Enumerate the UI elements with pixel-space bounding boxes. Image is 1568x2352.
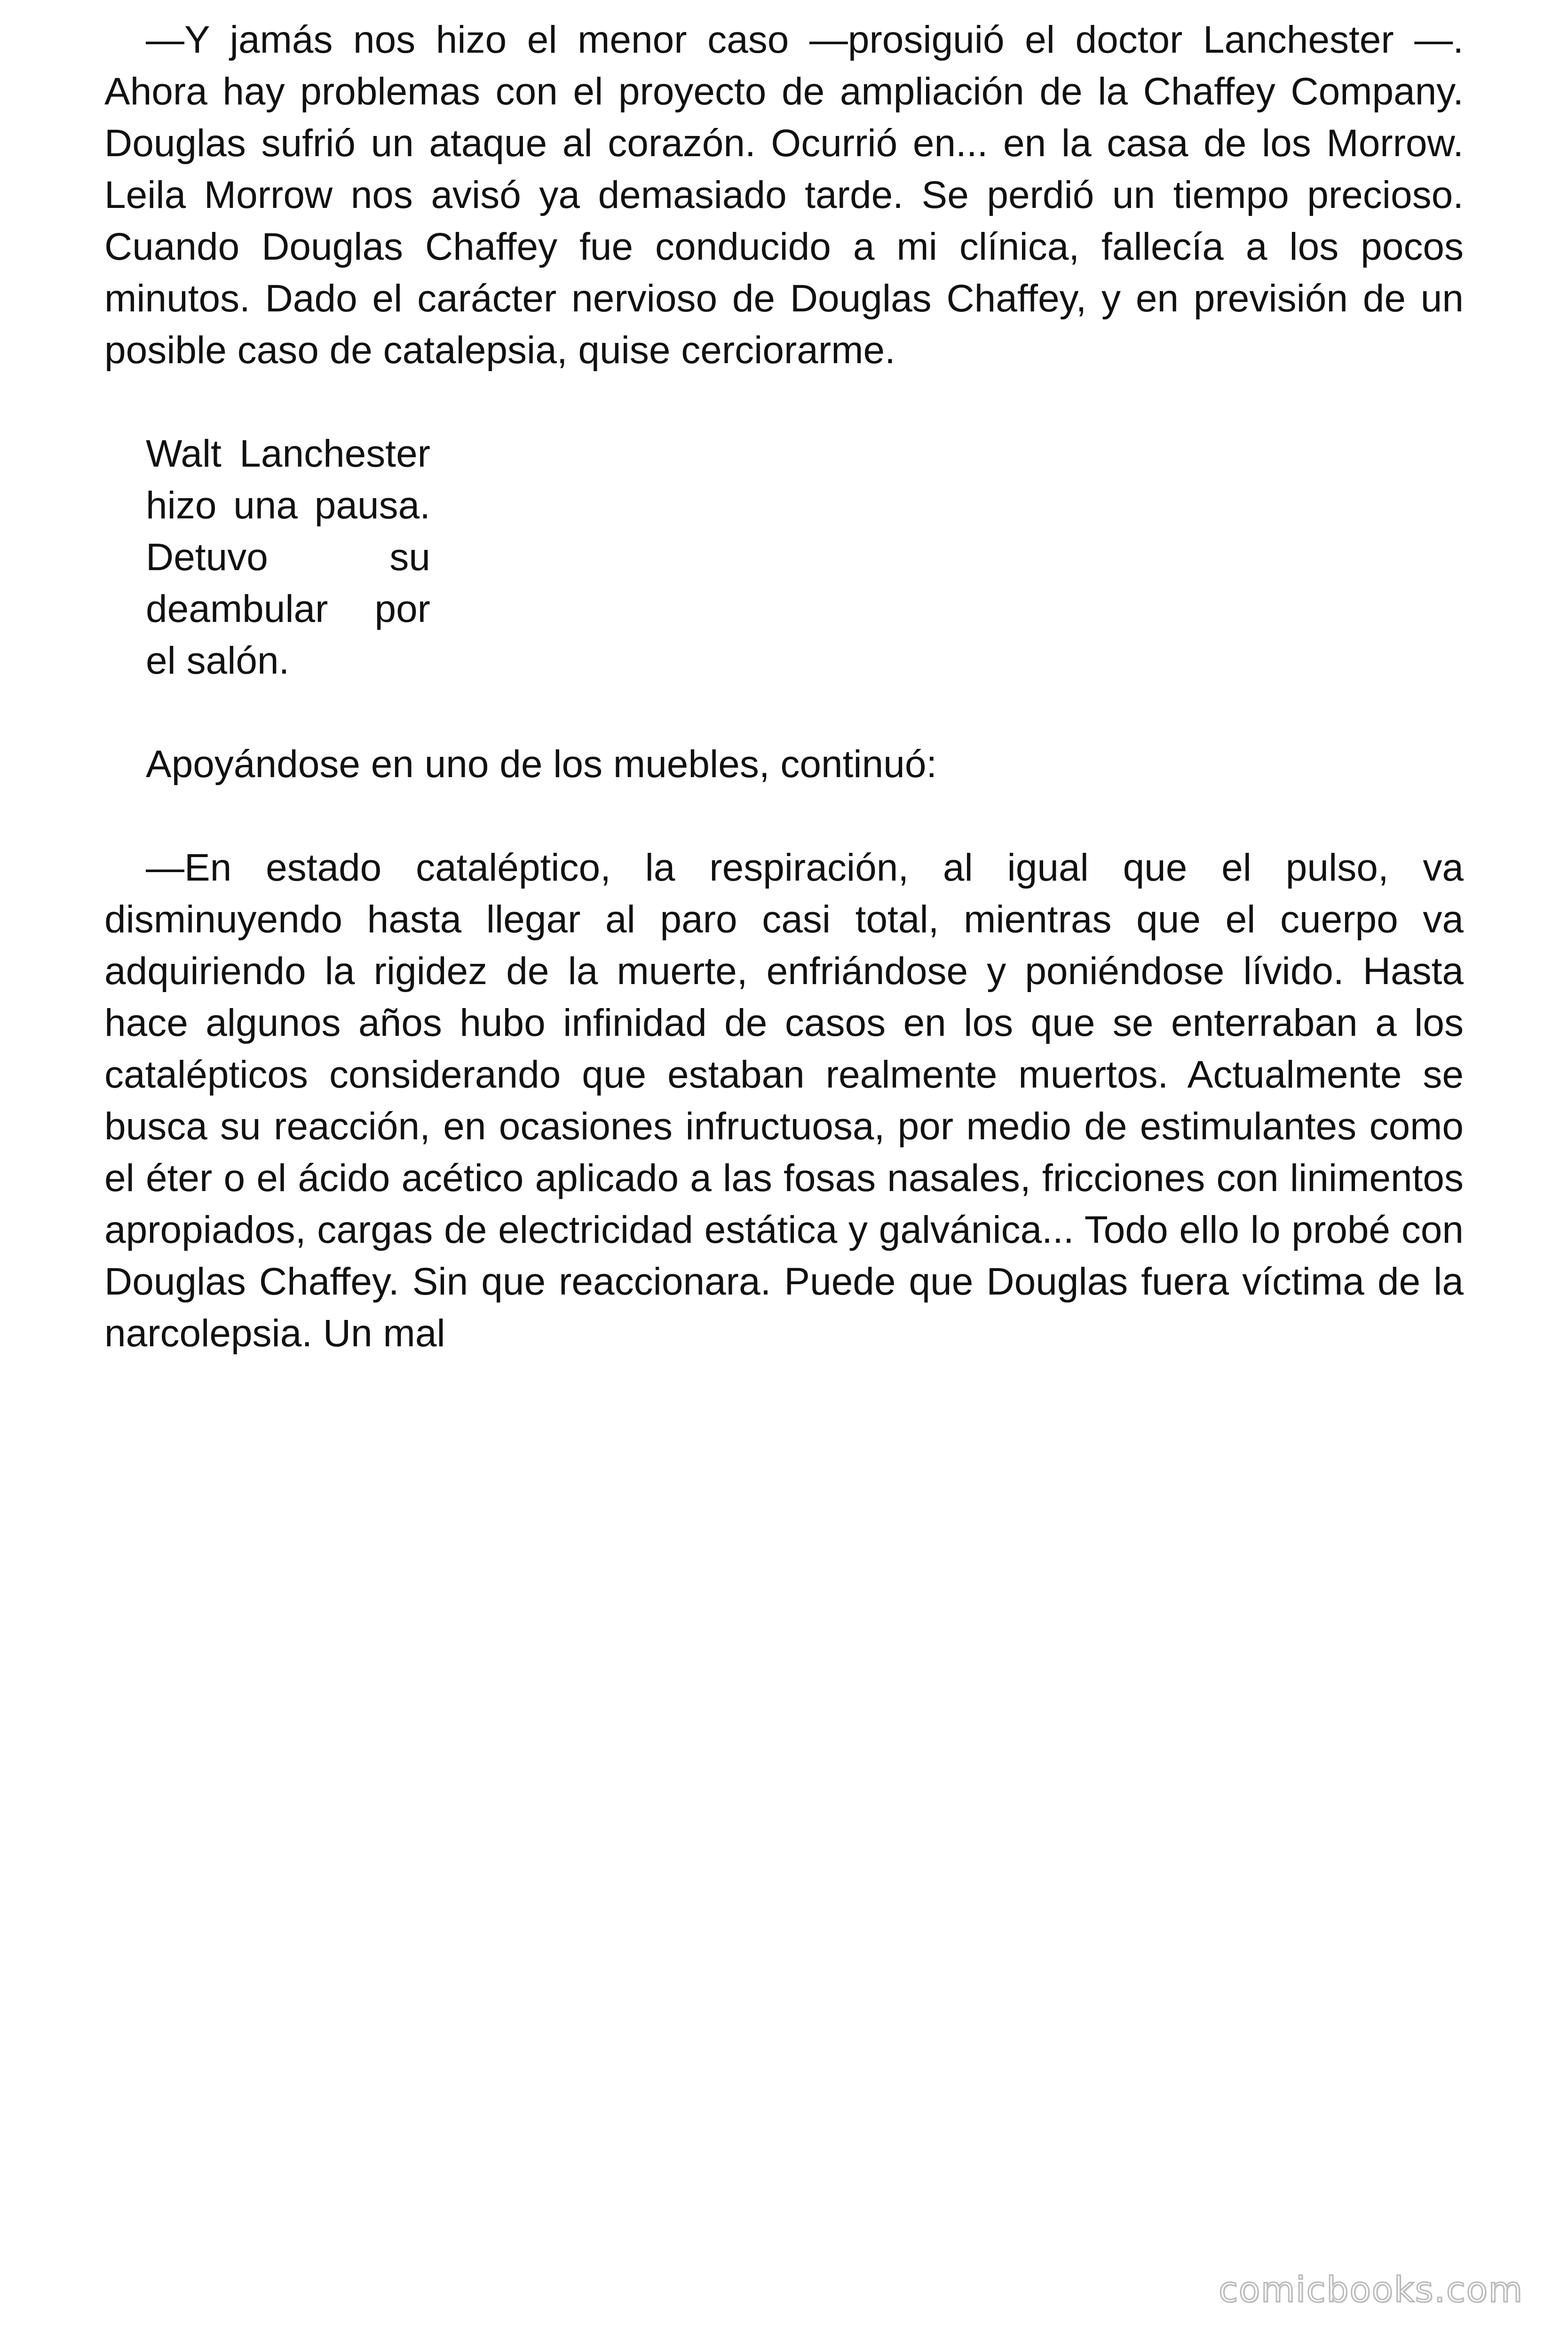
text-column — [104, 14, 1464, 1359]
paragraph-2: Walt Lanchester hizo una pausa. Detuvo su deambular por el salón. — [146, 432, 430, 682]
paragraph-4: —En estado cataléptico, la respiración, al igual que el pulso, va disminuyendo hasta llegar al paro casi total, mientras que el cuerpo va adquiriendo la rigidez de la muerte, enfriándose y poniéndose lívido. Hasta hace algunos años hubo infinidad de casos en los que se enterraban a los catalépticos considerando que estaban realmente muertos. Actualmente se busca su reacción, en ocasiones infructuosa, por medio de estimulantes como el éter o el ácido acético aplicado a las fosas nasales, fricciones con linimentos apropiados, cargas de electricidad estática y galvánica... Todo ello lo probé con Douglas Chaffey. Sin que reaccionara. Puede que Douglas fuera víctima de la narcolepsia. Un mal — [104, 846, 1464, 1355]
paragraph-1: —Y jamás nos hizo el menor caso —prosiguió el doctor Lanchester —. Ahora hay problemas con el proyecto de ampliación de la Chaffey Company. Douglas sufrió un ataque al corazón. Ocurrió en... en la casa de los Morrow. Leila Morrow nos avisó ya demasiado tarde. Se perdió un tiempo precioso. Cuando Douglas Chaffey fue conducido a mi clínica, fallecía a los pocos minutos. Dado el carácter nervioso de Douglas Chaffey, y en previsión de un posible caso de catalepsia, quise cerciorarme. — [104, 18, 1464, 372]
paragraph-3: Apoyándose en uno de los muebles, continuó: — [146, 743, 937, 786]
watermark: comicbooks.com — [1219, 2270, 1523, 2310]
